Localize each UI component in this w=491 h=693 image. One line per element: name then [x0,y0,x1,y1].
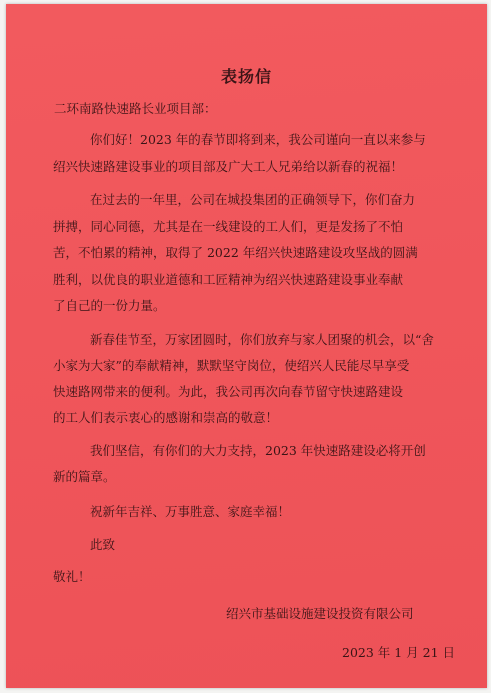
letter-title: 表扬信 [220,67,272,86]
paragraph-2-line-4: 胜利，以优良的职业道德和工匠精神为绍兴快速路建设事业奉献 [53,272,404,287]
paragraph-2-line-3: 苦，不怕累的精神，取得了 2022 年绍兴快速路建设攻坚战的圆满 [53,245,418,260]
paragraph-1-line-1: 你们好！2023 年的春节即将到来，我公司谨向一直以来参与 [90,132,426,147]
letter-sheet [6,4,487,688]
paragraph-2-line-1: 在过去的一年里，公司在城投集团的正确领导下，你们奋力 [90,192,416,207]
closing-jingli: 敬礼！ [53,569,91,584]
paragraph-4-line-2: 新的篇章。 [53,469,116,484]
closing-cizhi: 此致 [90,537,116,552]
paragraph-3-line-3: 快速路网带来的便利。为此，我公司再次向春节留守快速路建设 [53,384,404,399]
paragraph-3-line-1: 新春佳节至，万家团圆时，你们放弃与家人团聚的机会，以“舍 [90,332,434,347]
paragraph-1-line-2: 绍兴快速路建设事业的项目部及广大工人兄弟给以新春的祝福！ [53,159,404,174]
letter-date: 2023 年 1 月 21 日 [342,645,456,660]
new-year-wishes: 祝新年吉祥、万事胜意、家庭幸福！ [90,504,291,519]
paragraph-3-line-4: 的工人们表示衷心的感谢和崇高的敬意！ [53,410,279,425]
signer-company: 绍兴市基础设施建设投资有限公司 [226,606,414,621]
paragraph-4-line-1: 我们坚信，有你们的大力支持，2023 年快速路建设必将开创 [90,443,426,458]
paragraph-2-line-2: 拼搏，同心同德，尤其是在一线建设的工人们，更是发扬了不怕 [53,219,404,234]
paragraph-2-line-5: 了自己的一份力量。 [53,298,166,313]
salutation: 二环南路快速路长业项目部： [54,101,217,116]
paragraph-3-line-2: 小家为大家”的奉献精神，默默坚守岗位，使绍兴人民能尽早享受 [53,358,410,373]
